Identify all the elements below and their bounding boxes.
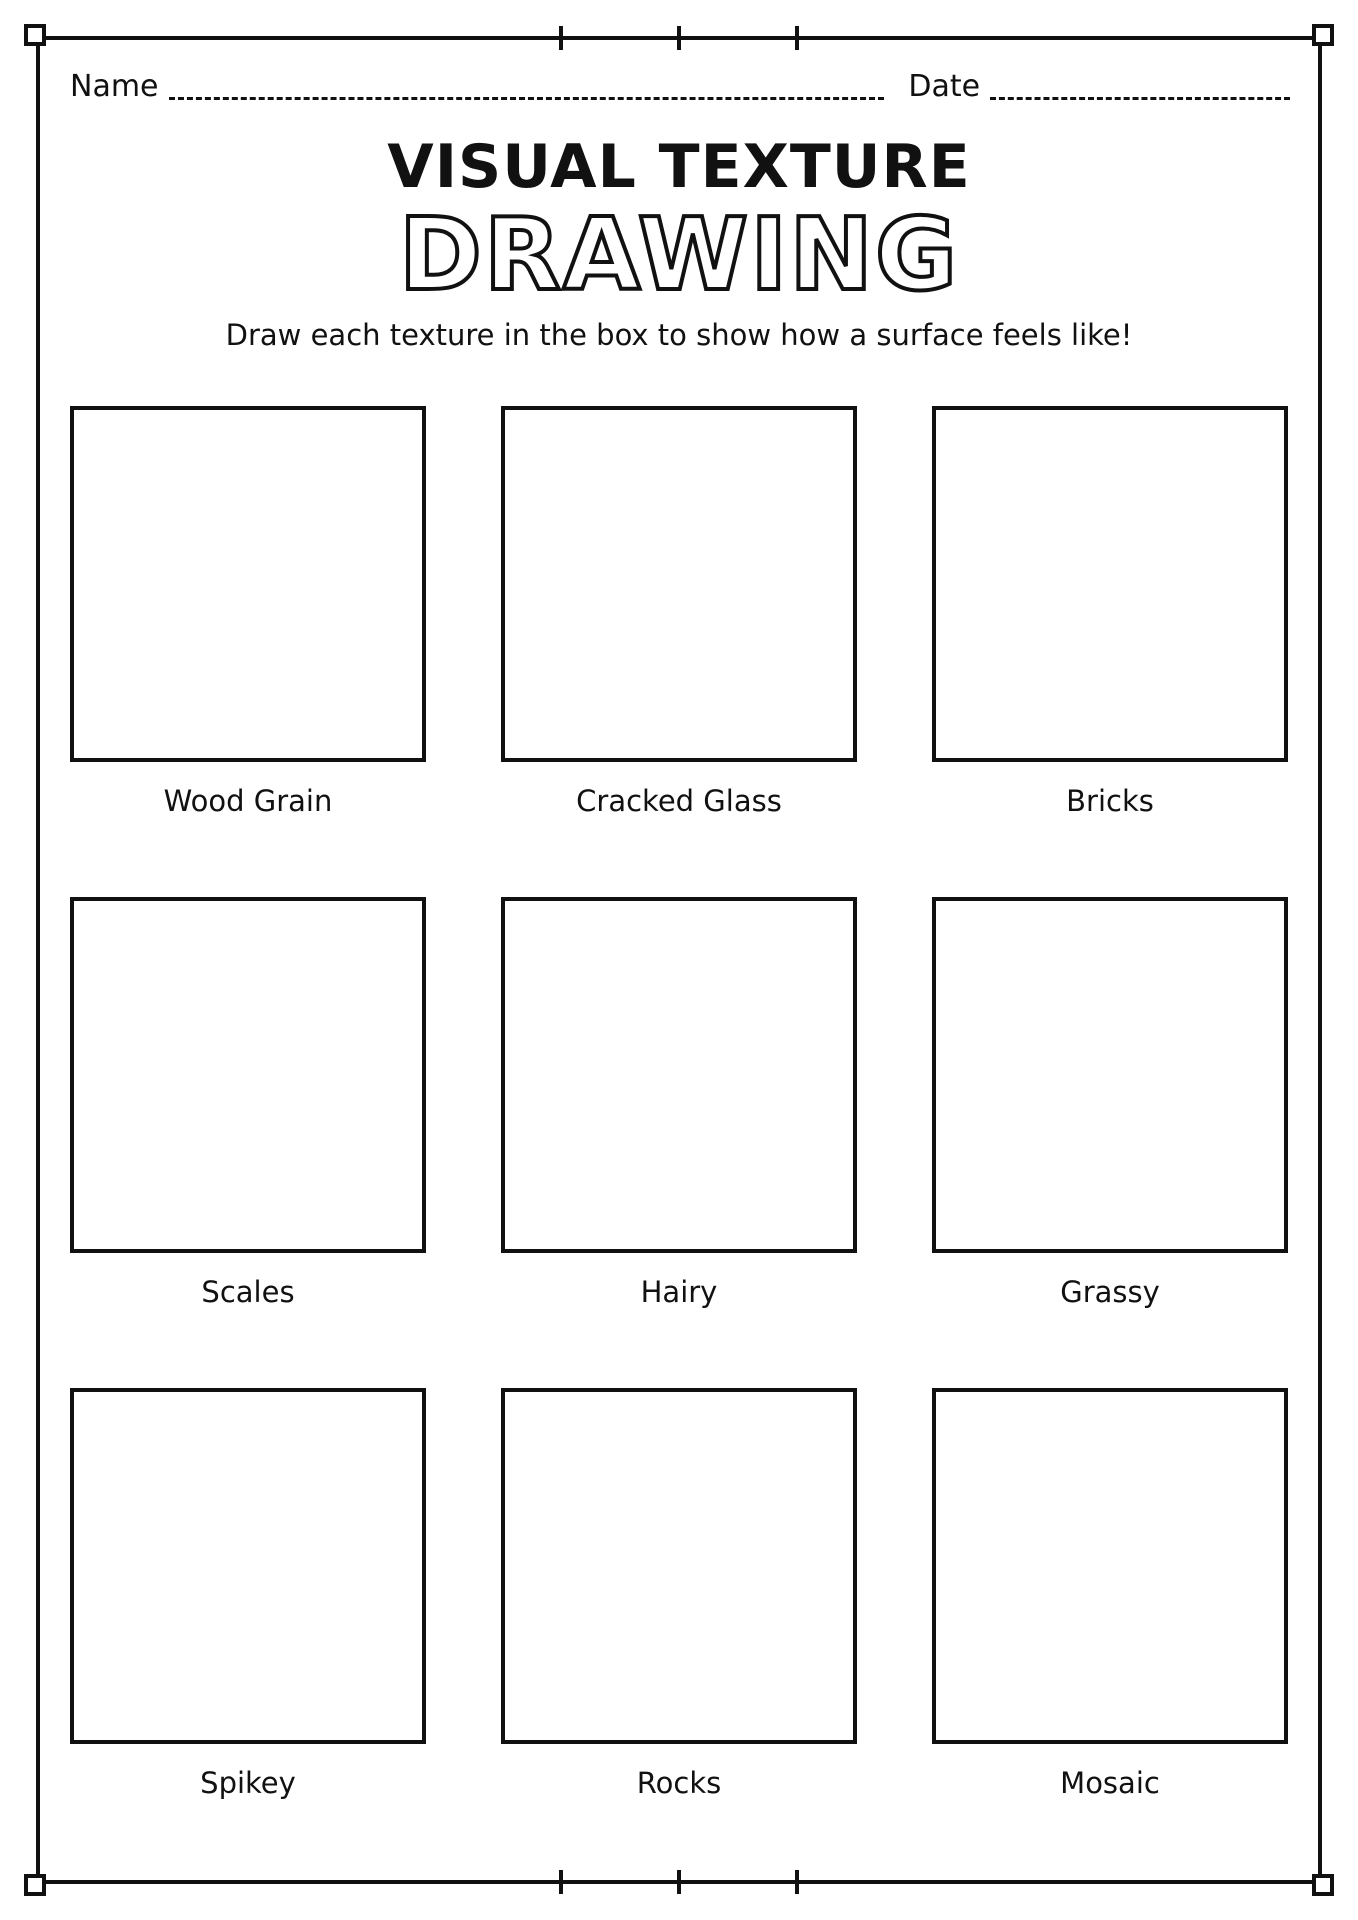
texture-label: Bricks [1066,784,1154,818]
tick-mark-bottom-2 [677,1870,681,1894]
drawing-box-wood-grain[interactable] [70,406,426,762]
name-field[interactable] [169,71,885,100]
texture-label: Scales [201,1275,295,1309]
drawing-box-grassy[interactable] [932,897,1288,1253]
title-line-2: DRAWING [398,196,960,313]
title-line-1: VISUAL TEXTURE [387,132,971,202]
corner-mark-top-right [1312,24,1334,46]
corner-mark-bottom-right [1312,1874,1334,1896]
drawing-box-spikey[interactable] [70,1388,426,1744]
drawing-box-rocks[interactable] [501,1388,857,1744]
drawing-box-mosaic[interactable] [932,1388,1288,1744]
texture-label: Spikey [200,1766,296,1800]
drawing-box-cracked-glass[interactable] [501,406,857,762]
texture-label: Hairy [640,1275,718,1309]
tick-mark-top-1 [559,26,563,50]
name-label: Name [70,69,159,104]
corner-mark-top-left [24,24,46,46]
instructions: Draw each texture in the box to show how a surface feels like! [225,318,1133,352]
date-field[interactable] [990,71,1290,100]
tick-mark-top-3 [795,26,799,50]
texture-label: Grassy [1060,1275,1160,1309]
tick-mark-top-2 [677,26,681,50]
texture-label: Cracked Glass [576,784,782,818]
texture-label: Wood Grain [163,784,333,818]
corner-mark-bottom-left [24,1874,46,1896]
tick-mark-bottom-3 [795,1870,799,1894]
date-label: Date [908,69,981,104]
drawing-box-scales[interactable] [70,897,426,1253]
tick-mark-bottom-1 [559,1870,563,1894]
name-date-row [70,64,1290,104]
drawing-box-bricks[interactable] [932,406,1288,762]
texture-label: Rocks [636,1766,722,1800]
drawing-box-hairy[interactable] [501,897,857,1253]
texture-label: Mosaic [1060,1766,1160,1800]
